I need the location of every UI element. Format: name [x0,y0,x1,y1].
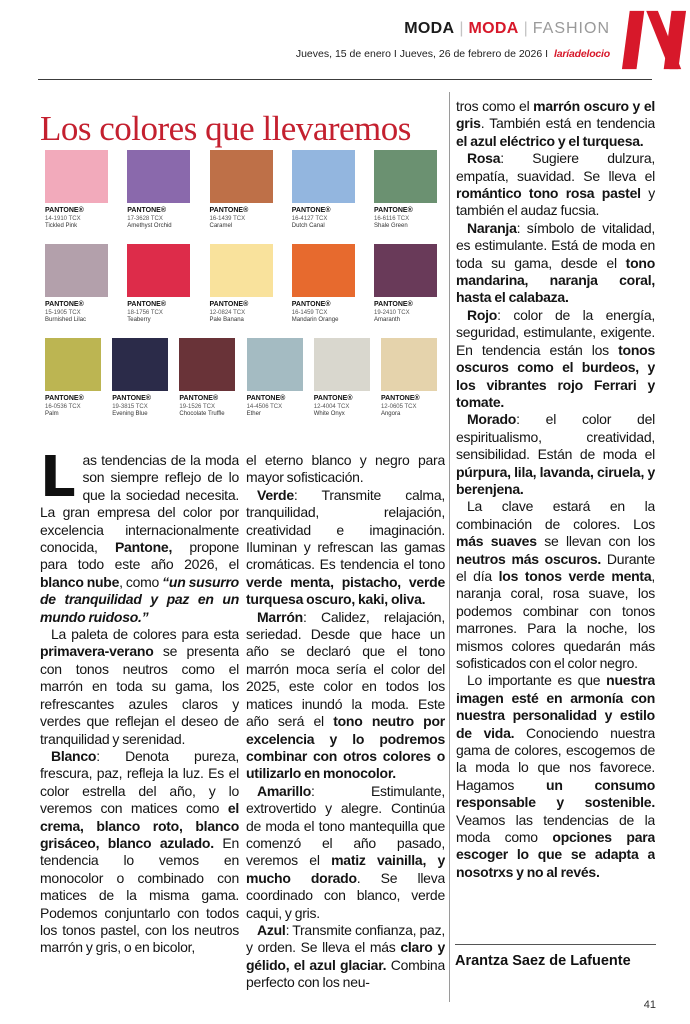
pantone-row [45,244,437,323]
swatch-name: Shale Green [374,223,408,229]
text-run: : Estimulante, extrovertido y alegre. Continúa de moda el tono mantequilla que comenzó el año pasado, veremos el [246,782,445,869]
swatch-code: 17-3628 TCX [127,216,163,222]
masthead-separator: | [459,20,464,37]
text-run: se llevan con los [536,533,655,550]
swatch-code: 14-1910 TCX [45,216,81,222]
text-run: tono mandarina, naranja coral, hasta el calabaza. [456,254,655,306]
text-run: : símbolo de vitalidad, es estimulante. Está de moda en toda su gama, desde el [456,219,655,271]
swatch-brand-label: PANTONE® [45,207,84,214]
paragraph [246,487,445,609]
swatch-color [127,244,190,297]
text-run: opciones para escoger lo que se adapta a nosotrxs y no al revés. [456,829,655,880]
pantone-grid [45,150,437,432]
text-run: Azul [257,921,286,938]
swatch-code: 14-4506 TCX [246,404,283,410]
text-run: Rojo [467,306,498,323]
text-run: el azul eléctrico y el turquesa. [456,132,644,149]
text-run: tonos oscuros como el burdeos, y los vibrantes rojo Ferrari y tomate. [456,341,655,410]
swatch-color [45,150,108,203]
drop-cap: L [40,452,76,510]
brand-lariadelocio: laríadelocio [554,48,610,60]
swatch-code: 12-4004 TCX [313,404,350,410]
paragraph [246,922,445,992]
swatch-name: Amaranth [374,317,401,323]
text-run: En tendencia lo vemos en monocolor o combinado con matices de la misma gama. Podemos conjuntarlo con todos los tonos pastel, con los neutros marrón y gris, o en bicolor, [40,834,239,956]
text-run: : el color del espiritualismo, creatividad, sensibilidad. Están de moda el [456,411,655,463]
text-run: se presenta con tonos neutros como el marrón en toda su gama, los refrescantes azules claros y verdes que reflejan el deseo de tranquilidad y serenidad. [40,643,239,747]
swatch-code: 18-1756 TCX [127,310,163,316]
article-column-3 [456,98,655,938]
text-run: Lo importante es que [467,672,607,689]
paragraph [246,609,445,783]
paragraph [40,748,239,957]
paragraph [456,672,655,881]
swatch-name: Amethyst Orchid [127,223,172,229]
swatch-name: White Onyx [313,411,345,417]
swatch-brand-label: PANTONE® [112,395,151,402]
text-run: Pantone, [114,539,173,556]
text-run: un consumo responsable y sostenible. [456,776,655,811]
pantone-swatch [45,150,108,229]
swatch-brand-label: PANTONE® [127,207,166,214]
swatch-code: 15-1905 TCX [45,310,81,316]
swatch-brand-label: PANTONE® [380,395,420,402]
swatch-code: 19-3815 TCX [112,404,148,410]
swatch-brand-label: PANTONE® [209,301,249,308]
swatch-name: Tickled Pink [45,223,78,229]
swatch-brand-label: PANTONE® [291,207,331,214]
swatch-color [374,150,437,203]
masthead-separator: | [523,20,528,37]
pantone-swatch [127,244,190,323]
paragraph [246,783,445,922]
pantone-swatch [247,338,303,417]
text-run: tono neutro por excelencia y lo podremos combinar con otros colores o utilizarlo en monocolor. [246,713,445,782]
swatch-color [292,244,355,297]
swatch-name: Burnished Lilac [45,317,87,323]
swatch-code: 19-1526 TCX [179,404,215,410]
text-run: más suaves [456,533,537,550]
text-run: Conociendo nuestra gama de colores, escogemos de la moda lo que nos favorece. Hagamos [456,724,655,793]
text-run: : Sugiere dulzura, empatía, suavidad. Se lleva el [456,150,655,184]
text-run: Durante el día [456,550,655,584]
text-run: , naranja coral, rosa suave, los podemos combinar con tonos marrones. Para la noche, los mismos colores quedarán más sofisticados con el color negro. [456,567,655,671]
swatch-color [247,338,303,391]
swatch-brand-label: PANTONE® [246,395,286,402]
swatch-name: Teaberry [127,317,151,323]
text-run: . Se lleva coordinado con blanco, verde caqui, y gris. [246,869,445,921]
swatch-brand-label: PANTONE® [291,301,331,308]
paragraph [40,626,239,748]
text-run: La clave estará en la combinación de colores. Los [456,498,655,532]
swatch-name: Pale Banana [209,317,244,323]
text-run: Verde [257,486,294,503]
pantone-row [45,150,437,229]
text-run: as tendencias de la moda son siempre reflejo de lo que la sociedad necesita. La gran empresa del color por excelencia internacionalmente conocida, [40,452,239,556]
masthead-moda-red: MODA [468,20,519,37]
swatch-name: Palm [45,411,59,417]
text-run: Rosa [467,150,501,167]
text-run: : color de la energía, seguridad, estimulante, exigente. En tendencia están los [456,306,655,358]
article-column-2 [246,452,445,1012]
text-run: romántico tono rosa pastel [456,185,641,202]
text-run: verde menta, pistacho, verde turquesa oscuro, kaki, oliva. [246,573,445,608]
swatch-color [112,338,168,391]
text-run: los tonos verde menta [498,567,652,584]
text-run: : Transmite confianza, paz, y orden. Se lleva el más [246,921,445,956]
page-number: 41 [643,999,656,1011]
swatch-color [292,150,355,203]
header-rule [38,79,652,80]
swatch-color [210,150,273,203]
pantone-swatch [179,338,235,417]
swatch-code: 12-0824 TCX [209,310,246,316]
swatch-color [45,338,101,391]
text-run: matiz vainilla, y mucho dorado [246,852,445,886]
swatch-name: Ether [246,411,261,417]
swatch-brand-label: PANTONE® [45,301,84,308]
pantone-swatch [112,338,168,417]
pantone-swatch [314,338,370,417]
swatch-name: Chocolate Truffle [179,411,225,417]
swatch-color [210,244,273,297]
swatch-brand-label: PANTONE® [313,395,353,402]
swatch-color [127,150,190,203]
text-run: primavera-verano [40,643,154,660]
pantone-swatch [374,244,437,323]
text-run: púrpura, lila, lavanda, ciruela, y berenjena. [456,463,655,497]
author-byline: Arantza Saez de Lafuente [455,953,631,969]
swatch-brand-label: PANTONE® [374,301,413,308]
author-rule [455,944,656,945]
text-run: La paleta de colores para esta [51,626,239,643]
text-run: : Calidez, relajación, seriedad. Desde que hace un año se declaró que el tono marrón moca sería el color del 2025, este color en todos los matices inundó la moda. Este año será el [246,608,445,730]
swatch-color [314,338,370,391]
swatch-brand-label: PANTONE® [374,207,413,214]
swatch-code: 19-2410 TCX [374,310,410,316]
text-run: claro y gélido, el azul glaciar. [246,939,445,973]
paragraph [40,452,239,626]
text-run: nuestra imagen esté en armonía con nuestra personalidad y estilo de vida. [456,672,655,741]
masthead-fashion: FASHION [532,20,610,37]
swatch-brand-label: PANTONE® [209,207,249,214]
text-run: blanco nube [40,573,120,590]
text-run: Amarillo [257,782,312,799]
swatch-color [179,338,235,391]
text-run: el eterno blanco y negro para mayor sofisticación. [246,452,445,486]
column-divider-rule [449,92,450,1002]
pantone-swatch [374,150,437,229]
text-run: , como [119,573,163,590]
text-run: Blanco [51,747,97,764]
pantone-swatch [45,338,101,417]
paragraph [456,220,655,307]
text-run: Morado [467,411,517,428]
swatch-name: Evening Blue [112,411,148,417]
pantone-swatch [292,244,355,323]
swatch-brand-label: PANTONE® [45,395,84,402]
dateline [296,48,610,60]
text-run: “un susurro de tranquilidad y paz en un mundo ruidoso.” [40,573,239,625]
dateline-text: Jueves, 15 de enero I Jueves, 26 de febrero de 2026 I [295,48,549,60]
swatch-code: 16-0536 TCX [45,404,81,410]
pantone-swatch [381,338,437,417]
swatch-brand-label: PANTONE® [179,395,219,402]
pantone-swatch [210,150,273,229]
text-run: tros como el [456,98,534,114]
swatch-color [381,338,437,391]
paragraph [456,98,655,150]
paragraph [456,150,655,220]
text-run: y también el audaz fucsia. [456,185,655,219]
swatch-name: Caramel [209,223,233,229]
text-run: Naranja [467,219,517,236]
text-run: Veamos las tendencias de la moda como [456,811,655,846]
text-run: neutros más oscuros. [456,550,602,567]
text-run: : Denota pureza, frescura, paz, refleja la luz. Es el color estrella del año, y lo veremos con matices como [40,747,239,817]
text-run: propone para todo este año 2026, el [40,539,239,573]
text-run: marrón oscuro y el gris [456,98,655,132]
swatch-code: 12-0605 TCX [380,404,417,410]
masthead [404,20,610,38]
swatch-name: Angora [380,411,401,417]
text-run: Marrón [257,608,303,625]
naiz-n-logo-icon [620,8,688,72]
swatch-code: 16-1459 TCX [291,310,328,316]
pantone-swatch [127,150,190,229]
text-run: . También está en tendencia [480,115,655,132]
swatch-code: 16-1439 TCX [209,216,246,222]
pantone-swatch [45,244,108,323]
swatch-name: Dutch Canal [291,223,325,229]
swatch-brand-label: PANTONE® [127,301,166,308]
paragraph [456,498,655,672]
paragraph [456,307,655,411]
page-title: Los colores que llevaremos [40,109,411,149]
pantone-swatch [292,150,355,229]
text-run: el crema, blanco roto, blanco grisáceo, blanco azulado. [40,800,239,851]
paragraph [246,452,445,487]
swatch-code: 16-4127 TCX [291,216,328,222]
text-run: Combina perfecto con los neu- [246,956,445,991]
pantone-row [45,338,437,417]
swatch-color [374,244,437,297]
text-run: : Transmite calma, tranquilidad, relajación, creatividad e imaginación. Iluminan y refrescan las gamas cromáticas. Es tendencia el tono [246,486,445,573]
swatch-name: Mandarin Orange [291,317,339,323]
masthead-moda-black: MODA [404,20,455,37]
swatch-code: 16-6116 TCX [374,216,410,222]
article-column-1 [40,452,239,1012]
pantone-swatch [210,244,273,323]
paragraph [456,411,655,498]
swatch-color [45,244,108,297]
